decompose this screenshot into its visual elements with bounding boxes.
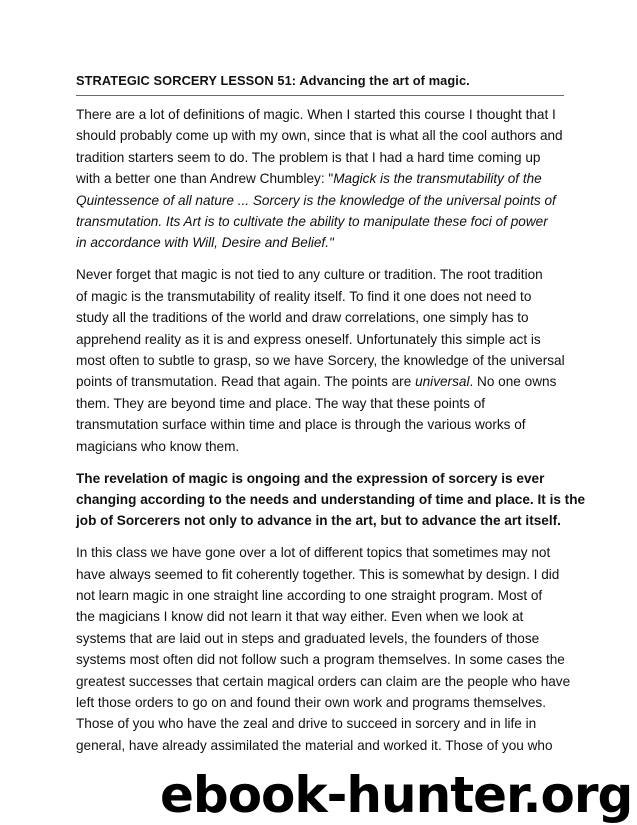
text-line: The revelation of magic is ongoing and the expression of sorcery is ever [76,470,545,486]
text-line: left those orders to go on and found their own work and programs themselves. [76,695,546,711]
emphasis-text: universal [415,374,470,390]
text-line: have always seemed to fit coherently together. This is somewhat by design. I did [76,566,560,582]
text-line: In this class we have gone over a lot of different topics that sometimes may not [76,545,551,561]
text-line: study all the traditions of the world and draw correlations, one simply has to [76,310,529,326]
text-line: general, have already assimilated the material and worked it. Those of you who [76,737,553,753]
paragraph-tradition [76,264,566,457]
text-line: apprehend reality as it is and express oneself. Unfortunately this simple act is [76,331,541,347]
text-line: job of Sorcerers not only to advance in the art, but to advance the art itself. [76,513,561,529]
text-line: transmutation surface within time and place is through the various works of [76,417,526,433]
watermark: ebook-hunter.org [160,766,633,824]
paragraph-revelation [76,468,586,532]
text-line: Never forget that magic is not tied to any culture or tradition. The root tradition [76,267,543,283]
text-line: greatest successes that certain magical orders can claim are the people who have [76,673,571,689]
paragraph-definitions [76,104,566,254]
title-divider [76,95,564,96]
text-line: them. They are beyond time and place. The way that these points of [76,395,486,411]
text-line [76,168,566,189]
text-line: tradition starters seem to do. The problem is that I had a hard time coming up [76,149,541,165]
text-line: changing according to the needs and understanding of time and place. It is the [76,491,586,507]
document-body [76,104,586,767]
paragraph-class [76,542,571,756]
text-line: not learn magic in one straight line according to one straight program. Most of [76,588,543,604]
text-line: the magicians I know did not learn it that way either. Even when we look at [76,609,524,625]
quote-text: Magick is the transmutability of the [333,171,542,187]
text-line [76,371,566,392]
text-line: should probably come up with my own, since that is what all the cool authors and [76,128,563,144]
quote-text: in accordance with Will, Desire and Belief." [76,235,334,251]
text-run: . No one owns [469,374,557,390]
text-line: magicians who know them. [76,438,240,454]
quote-text: Quintessence of all nature ... Sorcery is the knowledge of the universal points of [76,192,556,208]
text-run: with a better one than Andrew Chumbley: " [76,171,334,187]
text-line: systems most often did not follow such a program themselves. In some cases the [76,652,565,668]
text-line: There are a lot of definitions of magic. When I started this course I thought that I [76,107,556,122]
text-line: of magic is the transmutability of reality itself. To find it one does not need to [76,288,532,304]
lesson-title: STRATEGIC SORCERY LESSON 51: Advancing the art of magic. [76,73,470,88]
text-run: points of transmutation. Read that again. The points are [76,374,416,390]
quote-text: transmutation. Its Art is to cultivate the ability to manipulate these foci of power [76,214,548,230]
text-line: most often to subtle to grasp, so we have Sorcery, the knowledge of the universal [76,352,565,368]
text-line: Those of you who have the zeal and drive to succeed in sorcery and in life in [76,716,537,732]
text-line: systems that are laid out in steps and graduated levels, the founders of those [76,630,540,646]
